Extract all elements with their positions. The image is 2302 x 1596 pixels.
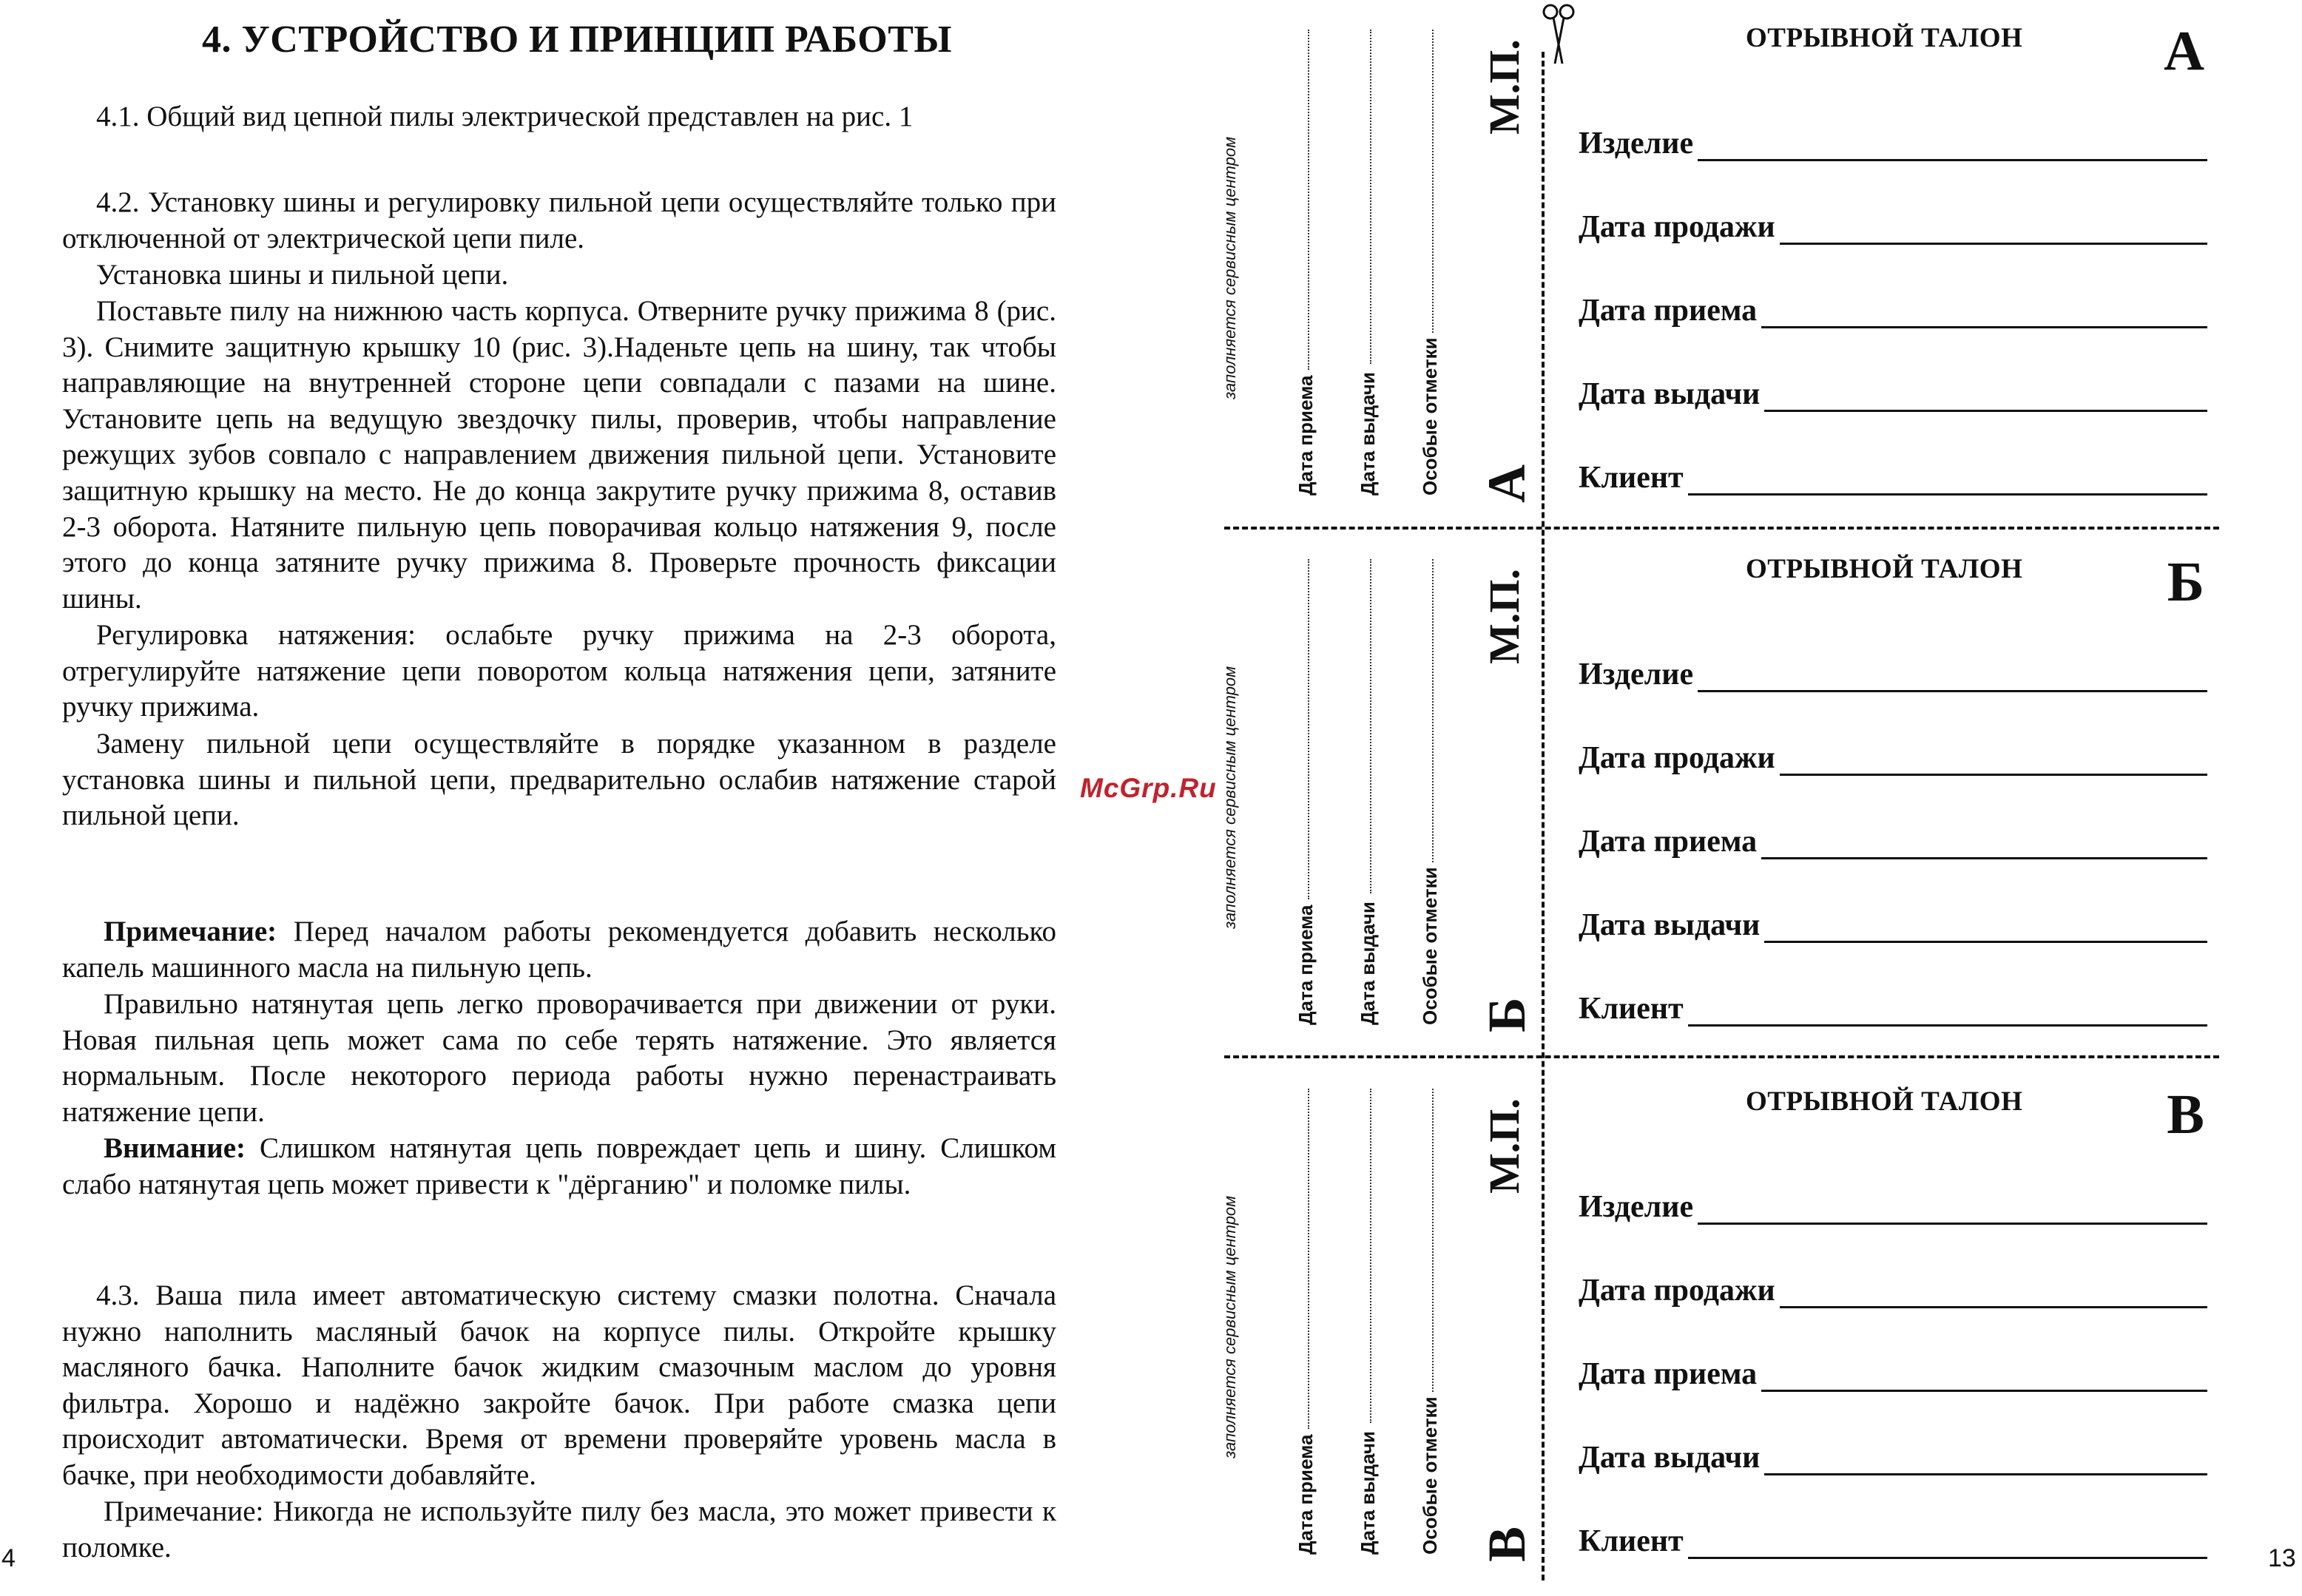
warning-label: Внимание: xyxy=(104,1132,246,1164)
strip-stamp-label: М.П. xyxy=(1480,1098,1528,1194)
field-client[interactable] xyxy=(1579,991,2207,1027)
field-sale-date-line xyxy=(1780,1281,2207,1308)
strip-notes-label: Особые отметки xyxy=(1419,1396,1441,1555)
field-issue-date-label: Дата выдачи xyxy=(1579,1441,1761,1475)
field-client-label: Клиент xyxy=(1579,461,1684,495)
field-receipt-date[interactable] xyxy=(1579,824,2207,859)
field-client-line xyxy=(1688,1532,2207,1559)
paragraph-4-1: 4.1. Общий вид цепной пилы электрической представлен на рис. 1 xyxy=(96,101,914,132)
strip-date-in-label: Дата приема xyxy=(1295,904,1317,1025)
strip-date-out-label: Дата выдачи xyxy=(1357,1431,1379,1555)
strip-service-label: заполняется сервисным центром xyxy=(1221,136,1239,399)
field-issue-date[interactable] xyxy=(1579,1440,2207,1475)
strip-notes-line xyxy=(1432,1089,1434,1392)
strip-service-label: заполняется сервисным центром xyxy=(1221,666,1239,929)
tear-off-coupon-a xyxy=(1576,15,2212,532)
field-issue-date[interactable] xyxy=(1579,907,2207,943)
strip-notes-line xyxy=(1432,30,1434,333)
field-sale-date-line xyxy=(1780,748,2207,776)
paragraph-4-2: 4.2. Установку шины и регулировку пильной цепи осуществляйте только при отключенной от электрической цепи пиле. xyxy=(62,186,1056,254)
paragraph-note xyxy=(62,914,1056,986)
watermark-text: McGrp.Ru xyxy=(1080,773,1217,803)
strip-date-out-label: Дата выдачи xyxy=(1357,902,1379,1025)
field-receipt-date-label: Дата приема xyxy=(1579,825,1758,859)
note-text: Перед началом работы рекомендуется добавить несколько капель машинного масла на пильную цепь. xyxy=(62,916,1056,984)
strip-stamp-label: М.П. xyxy=(1480,39,1528,135)
left-page xyxy=(0,0,1124,1580)
field-client-label: Клиент xyxy=(1579,1524,1684,1558)
field-sale-date-line xyxy=(1780,217,2207,245)
paragraph-replace: Замену пильной цепи осуществляйте в порядке указанном в разделе установка шины и пильной цепи, предварительно ослабив натяжение старой пильной цепи. xyxy=(62,728,1056,832)
field-sale-date-label: Дата продажи xyxy=(1579,210,1775,244)
service-strip-a xyxy=(1221,0,1553,518)
field-client[interactable] xyxy=(1579,1524,2207,1559)
coupon-letter: В xyxy=(2167,1083,2204,1146)
note-label: Примечание: xyxy=(104,916,277,947)
strip-service-label: заполняется сервисным центром xyxy=(1221,1195,1239,1458)
strip-letter: А xyxy=(1477,464,1536,503)
strip-notes-label: Особые отметки xyxy=(1419,337,1441,496)
service-strip-v xyxy=(1221,1059,1553,1577)
paragraph-install-steps: Поставьте пилу на нижнюю часть корпуса. Отверните ручку прижима 8 (рис. 3). Снимите защитную крышку 10 (рис. 3).Наденьте цепь на шину, так чтобы направляющие на внутренней стороне цепи совпадали с пазами на шине. Установите цепь на ведущую звездочку пилы, проверив, чтобы направление режущих зубов совпало с направлением движения пильной цепи. Установите защитную крышку на место. Не до конца закрутите ручку прижима 8, оставив 2-3 оборота. Натяните пильную цепь поворачивая кольцо натяжения 9, после этого до конца затяните ручку прижима 8. Проверьте прочность фиксации шины. xyxy=(62,295,1056,615)
field-sale-date[interactable] xyxy=(1579,740,2207,776)
field-issue-date-line xyxy=(1764,1448,2207,1475)
page-number-left: 4 xyxy=(1,1544,16,1572)
paragraph-tension: Регулировка натяжения: ослабьте ручку прижима на 2-3 оборота, отрегулируйте натяжение цепи поворотом кольца натяжения цепи, затяните ручку прижима. xyxy=(62,619,1056,723)
coupon-title: ОТРЫВНОЙ ТАЛОН xyxy=(1746,554,2023,584)
paragraph-install-title: Установка шины и пильной цепи. xyxy=(96,259,509,291)
field-product-label: Изделие xyxy=(1579,657,1694,692)
strip-notes-line xyxy=(1432,559,1434,862)
field-receipt-date[interactable] xyxy=(1579,293,2207,328)
field-product-line xyxy=(1698,1197,2207,1225)
field-product-label: Изделие xyxy=(1579,1190,1694,1224)
field-product-line xyxy=(1698,134,2207,161)
field-client-line xyxy=(1688,468,2207,496)
coupon-title: ОТРЫВНОЙ ТАЛОН xyxy=(1746,23,2023,53)
strip-date-in-label: Дата приема xyxy=(1295,1434,1317,1555)
strip-date-out-label: Дата выдачи xyxy=(1357,372,1379,496)
field-client-line xyxy=(1688,999,2207,1027)
strip-date-out-line xyxy=(1370,30,1371,364)
coupon-letter: А xyxy=(2164,20,2204,82)
page-number-right: 13 xyxy=(2268,1544,2296,1572)
tear-off-coupon-v xyxy=(1576,1078,2212,1596)
strip-date-in-label: Дата приема xyxy=(1295,375,1317,496)
field-issue-date[interactable] xyxy=(1579,376,2207,412)
field-sale-date[interactable] xyxy=(1579,1273,2207,1308)
coupon-title: ОТРЫВНОЙ ТАЛОН xyxy=(1746,1086,2023,1117)
field-product-label: Изделие xyxy=(1579,126,1694,160)
field-receipt-date[interactable] xyxy=(1579,1356,2207,1392)
strip-stamp-label: М.П. xyxy=(1480,569,1528,664)
strip-date-in-line xyxy=(1308,30,1309,370)
warning-text: Слишком натянутая цепь повреждает цепь и шину. Слишком слабо натянутая цепь может привести к "дёрганию" и поломке пилы. xyxy=(62,1132,1056,1200)
strip-date-out-line xyxy=(1370,1089,1371,1423)
field-receipt-date-label: Дата приема xyxy=(1579,1357,1758,1391)
field-sale-date-label: Дата продажи xyxy=(1579,741,1775,775)
coupon-letter: Б xyxy=(2167,551,2204,613)
field-receipt-date-line xyxy=(1761,832,2207,859)
tear-off-coupon-b xyxy=(1576,546,2212,1064)
paragraph-warning xyxy=(62,1131,1056,1203)
field-client[interactable] xyxy=(1579,460,2207,496)
field-issue-date-label: Дата выдачи xyxy=(1579,377,1761,411)
field-receipt-date-label: Дата приема xyxy=(1579,294,1758,328)
field-receipt-date-line xyxy=(1761,1365,2207,1392)
strip-date-in-line xyxy=(1308,1089,1309,1429)
strip-notes-label: Особые отметки xyxy=(1419,867,1441,1025)
field-product-line xyxy=(1698,665,2207,692)
field-client-label: Клиент xyxy=(1579,992,1684,1026)
field-issue-date-line xyxy=(1764,385,2207,412)
field-sale-date[interactable] xyxy=(1579,209,2207,245)
field-product[interactable] xyxy=(1579,1189,2207,1225)
field-product[interactable] xyxy=(1579,657,2207,692)
section-heading: 4. УСТРОЙСТВО И ПРИНЦИП РАБОТЫ xyxy=(202,18,952,61)
paragraph-oil-note: Примечание: Никогда не используйте пилу без масла, это может привести к поломке. xyxy=(62,1495,1056,1563)
field-issue-date-line xyxy=(1764,916,2207,943)
paragraph-correct-tension: Правильно натянутая цепь легко проворачивается при движении от руки. Новая пильная цепь может сама по себе терять натяжение. Это является нормальным. После некоторого периода работы нужно перенастраивать натяжение цепи. xyxy=(62,988,1056,1128)
field-product[interactable] xyxy=(1579,126,2207,161)
field-sale-date-label: Дата продажи xyxy=(1579,1274,1775,1308)
paragraph-4-3: 4.3. Ваша пила имеет автоматическую систему смазки полотна. Сначала нужно наполнить масляный бачок на корпусе пилы. Откройте крышку масляного бачка. Наполните бачок жидким смазочным маслом до уровня фильтра. Хорошо и надёжно закройте бачок. При работе смазка цепи происходит автоматически. Время от времени проверяйте уровень масла в бачке, при необходимости добавляйте. xyxy=(62,1279,1056,1491)
field-issue-date-label: Дата выдачи xyxy=(1579,908,1761,942)
field-receipt-date-line xyxy=(1761,301,2207,328)
strip-letter: Б xyxy=(1477,997,1536,1032)
service-strip-b xyxy=(1221,530,1553,1047)
strip-letter: В xyxy=(1477,1526,1536,1562)
strip-date-out-line xyxy=(1370,559,1371,893)
strip-date-in-line xyxy=(1308,559,1309,899)
